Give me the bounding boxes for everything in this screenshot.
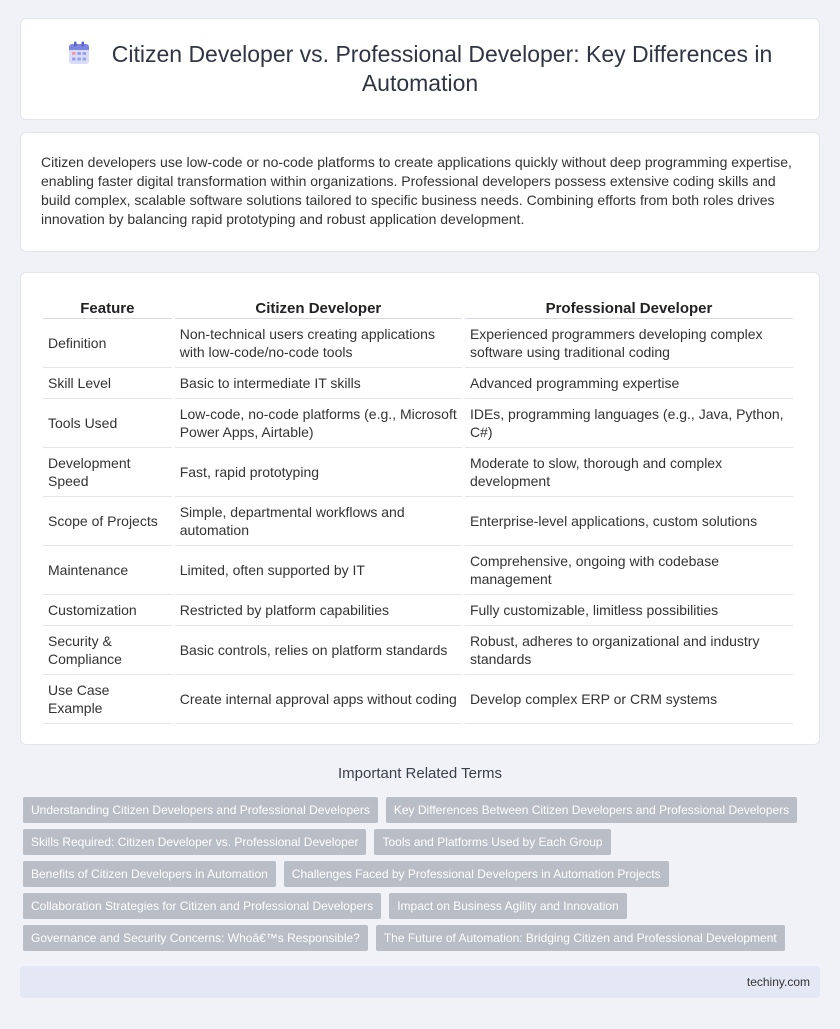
related-term-tag[interactable]: Key Differences Between Citizen Developers and Professional Developers	[386, 797, 797, 823]
citizen-cell: Low-code, no-code platforms (e.g., Microsoft Power Apps, Airtable)	[175, 399, 462, 448]
table-row	[43, 368, 793, 399]
related-term-tag[interactable]: Tools and Platforms Used by Each Group	[374, 829, 610, 855]
citizen-cell: Create internal approval apps without coding	[175, 675, 462, 724]
related-term-tag[interactable]: Impact on Business Agility and Innovation	[389, 893, 626, 919]
professional-cell: Robust, adheres to organizational and industry standards	[465, 626, 793, 675]
citizen-cell: Basic to intermediate IT skills	[175, 368, 462, 399]
related-term-tag[interactable]: Governance and Security Concerns: Whoâ€™s Responsible?	[23, 925, 368, 951]
feature-cell: Customization	[43, 595, 172, 626]
related-terms-list	[23, 797, 820, 957]
intro-text: Citizen developers use low-code or no-code platforms to create applications quickly without deep programming expertise, enabling faster digital transformation within organizations. Professional developers possess extensive coding skills and build complex, scalable software solutions tailored to specific business needs. Combining efforts from both roles drives innovation by balancing rapid prototyping and robust application development.	[41, 154, 792, 227]
feature-cell: Skill Level	[43, 368, 172, 399]
citizen-cell: Restricted by platform capabilities	[175, 595, 462, 626]
related-term-tag[interactable]: Collaboration Strategies for Citizen and Professional Developers	[23, 893, 381, 919]
table-row	[43, 448, 793, 497]
feature-cell: Development Speed	[43, 448, 172, 497]
header-citizen-developer: Citizen Developer	[175, 297, 462, 319]
related-term-tag[interactable]: Challenges Faced by Professional Developers in Automation Projects	[284, 861, 669, 887]
citizen-cell: Non-technical users creating applications with low-code/no-code tools	[175, 319, 462, 368]
table-row	[43, 497, 793, 546]
table-row	[43, 319, 793, 368]
comparison-card	[20, 272, 820, 745]
professional-cell: Develop complex ERP or CRM systems	[465, 675, 793, 724]
professional-cell: Experienced programmers developing complex software using traditional coding	[465, 319, 793, 368]
feature-cell: Security & Compliance	[43, 626, 172, 675]
professional-cell: IDEs, programming languages (e.g., Java, Python, C#)	[465, 399, 793, 448]
professional-cell: Enterprise-level applications, custom solutions	[465, 497, 793, 546]
header-feature: Feature	[43, 297, 172, 319]
table-header-row	[43, 297, 793, 319]
related-term-tag[interactable]: Understanding Citizen Developers and Professional Developers	[23, 797, 378, 823]
citizen-cell: Basic controls, relies on platform standards	[175, 626, 462, 675]
related-term-tag[interactable]: Skills Required: Citizen Developer vs. Professional Developer	[23, 829, 366, 855]
citizen-cell: Fast, rapid prototyping	[175, 448, 462, 497]
professional-cell: Advanced programming expertise	[465, 368, 793, 399]
related-terms-title: Important Related Terms	[338, 765, 502, 782]
feature-cell: Tools Used	[43, 399, 172, 448]
citizen-cell: Simple, departmental workflows and automation	[175, 497, 462, 546]
title-card	[20, 18, 820, 120]
footer	[20, 966, 820, 998]
table-row	[43, 399, 793, 448]
feature-cell: Maintenance	[43, 546, 172, 595]
calendar-icon	[68, 41, 90, 65]
citizen-cell: Limited, often supported by IT	[175, 546, 462, 595]
table-row	[43, 675, 793, 724]
related-term-tag[interactable]: Benefits of Citizen Developers in Automation	[23, 861, 276, 887]
page-title-text: Citizen Developer vs. Professional Developer: Key Differences in Automation	[111, 41, 773, 96]
feature-cell: Use Case Example	[43, 675, 172, 724]
feature-cell: Scope of Projects	[43, 497, 172, 546]
professional-cell: Fully customizable, limitless possibilities	[465, 595, 793, 626]
professional-cell: Comprehensive, ongoing with codebase management	[465, 546, 793, 595]
intro-card	[20, 132, 820, 252]
footer-site-link[interactable]: techiny.com	[746, 975, 810, 989]
header-professional-developer: Professional Developer	[465, 297, 793, 319]
table-row	[43, 546, 793, 595]
related-term-tag[interactable]: The Future of Automation: Bridging Citizen and Professional Development	[376, 925, 785, 951]
feature-cell: Definition	[43, 319, 172, 368]
page-title	[51, 40, 789, 98]
comparison-table	[40, 297, 796, 724]
professional-cell: Moderate to slow, thorough and complex development	[465, 448, 793, 497]
table-row	[43, 626, 793, 675]
table-row	[43, 595, 793, 626]
